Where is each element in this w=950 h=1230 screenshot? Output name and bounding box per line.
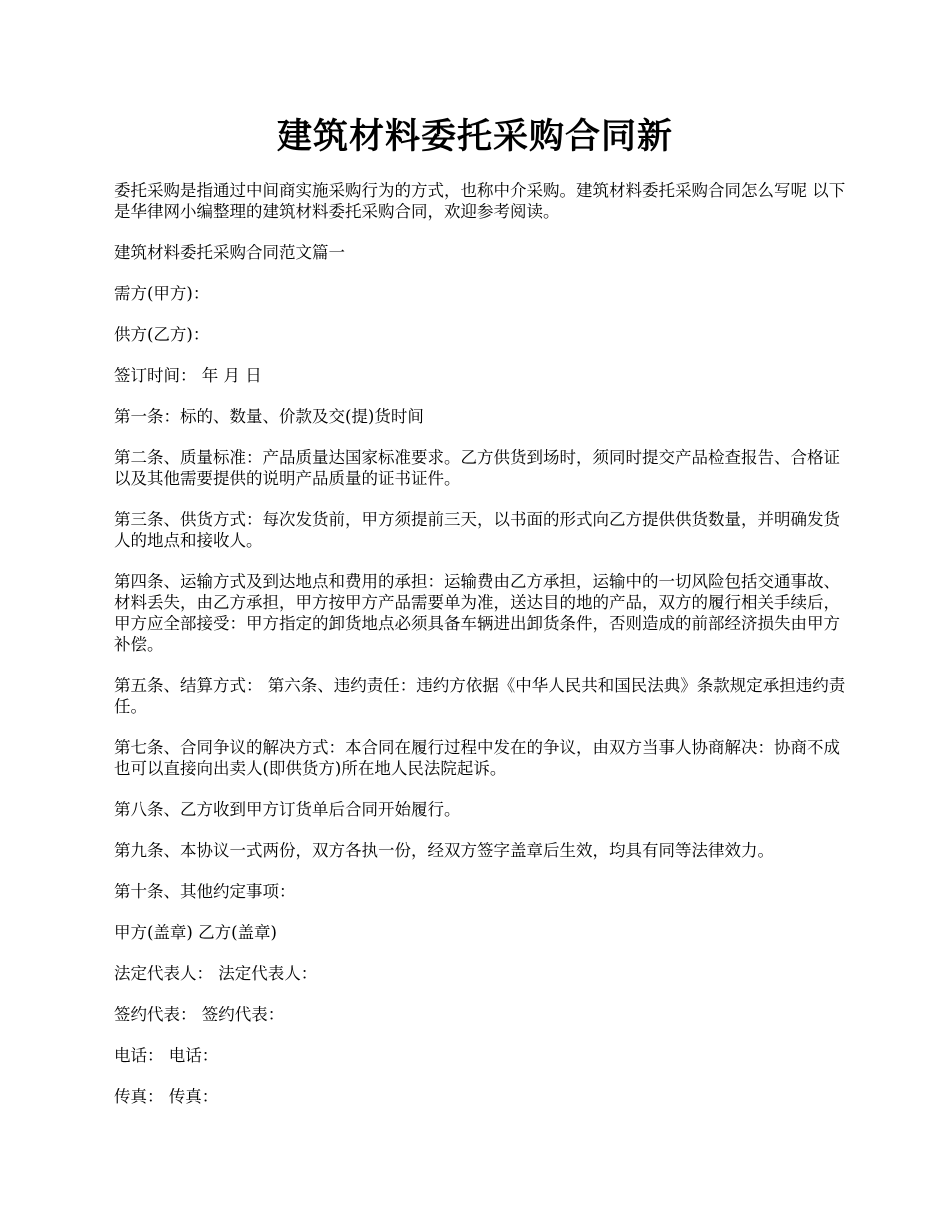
article-8: 第八条、乙方收到甲方订货单后合同开始履行。 (114, 800, 461, 819)
party-a-line: 需方(甲方)： (114, 284, 210, 303)
article-10: 第十条、其他约定事项： (114, 882, 296, 901)
article-7: 第七条、合同争议的解决方式：本合同在履行过程中发在的争议，由双方当事人协商解决：协商不成也可以直接向出卖人(即供货方)所在地人民法院起诉。 (114, 738, 840, 778)
article-1: 第一条：标的、数量、价款及交(提)货时间 (114, 407, 424, 426)
phone-line: 电话： 电话： (114, 1046, 219, 1065)
signing-rep-line: 签约代表： 签约代表： (114, 1005, 285, 1024)
intro-paragraph: 委托采购是指通过中间商实施采购行为的方式，也称中介采购。建筑材料委托采购合同怎么写呢 以下是华律网小编整理的建筑材料委托采购合同，欢迎参考阅读。 (114, 181, 846, 221)
article-3: 第三条、供货方式：每次发货前，甲方须提前三天，以书面的形式向乙方提供供货数量，并明确发货人的地点和接收人。 (114, 510, 840, 550)
document-body (114, 180, 854, 1127)
article-9: 第九条、本协议一式两份，双方各执一份，经双方签字盖章后生效，均具有同等法律效力。 (114, 841, 774, 860)
article-4: 第四条、运输方式及到达地点和费用的承担：运输费由乙方承担，运输中的一切风险包括交通事故、材料丢失，由乙方承担，甲方按甲方产品需要单为准，送达目的地的产品，双方的履行相关手续后，甲方应全部接受：甲方指定的卸货地点必须具备车辆进出卸货条件，否则造成的前部经济损失由甲方补偿。 (114, 572, 840, 654)
legal-rep-line: 法定代表人： 法定代表人： (114, 964, 318, 983)
article-5-6: 第五条、结算方式： 第六条、违约责任：违约方依据《中华人民共和国民法典》条款规定承担违约责任。 (114, 676, 846, 716)
section-heading: 建筑材料委托采购合同范文篇一 (114, 243, 345, 262)
fax-line: 传真： 传真： (114, 1087, 219, 1106)
seal-line: 甲方(盖章) 乙方(盖章) (114, 923, 277, 942)
signing-date-line: 签订时间： 年 月 日 (114, 366, 262, 385)
document-title: 建筑材料委托采购合同新 (276, 116, 673, 157)
article-2: 第二条、质量标准：产品质量达国家标准要求。乙方供货到场时，须同时提交产品检查报告、合格证以及其他需要提供的说明产品质量的证书证件。 (114, 448, 840, 488)
party-b-line: 供方(乙方)： (114, 325, 210, 344)
